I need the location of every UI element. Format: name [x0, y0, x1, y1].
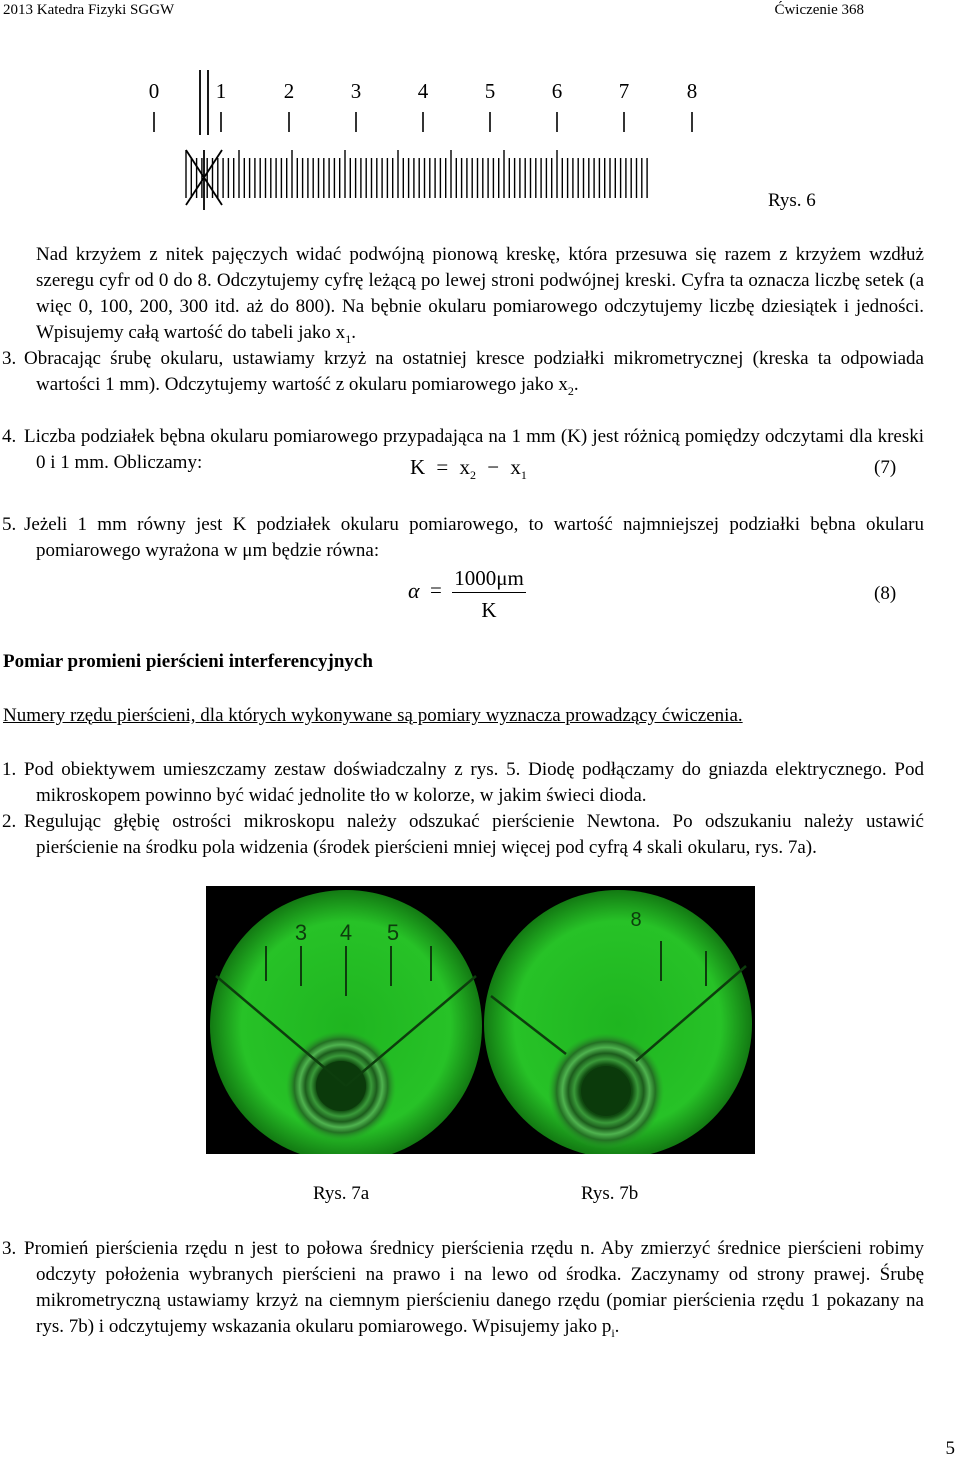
instructor-note: Numery rzędu pierścieni, dla których wykonywane są pomiary wyznacza prowadzący ćwiczenia.	[3, 705, 743, 726]
item-text: Obracając śrubę okularu, ustawiamy krzyż na ostatniej kresce podziałki mikrometrycznej (kreska ta odpowiada wartości 1 mm). Odczytujemy wartość z okularu pomiarowego jako x	[24, 348, 924, 395]
scale-digit: 3	[350, 79, 362, 103]
equation-7-label: (7)	[874, 457, 897, 478]
header-right: Ćwiczenie 368	[774, 2, 864, 18]
step-2	[2, 809, 924, 861]
item-number: 1.	[2, 759, 17, 780]
section-heading: Pomiar promieni pierścieni interferencyjnych	[3, 651, 373, 672]
scale-digit: 4	[417, 79, 429, 103]
step-1	[2, 757, 924, 809]
header-left: 2013 Katedra Fizyki SGGW	[3, 2, 175, 18]
item-text: Pod obiektywem umieszczamy zestaw doświadczalny z rys. 5. Diodę podłączamy do gniazda elektrycznego. Pod mikroskopem powinno być widać jednolite tło w kolorze, w jakim świeci dioda.	[24, 759, 924, 806]
rings-graphic	[206, 886, 755, 1154]
pi-subscript: i	[611, 1325, 615, 1340]
eq-x1: x	[510, 455, 521, 479]
page-number: 5	[945, 1438, 955, 1459]
item-text: Jeżeli 1 mm równy jest K podziałek okularu pomiarowego, to wartość najmniejszej podziałki bębna okularu pomiarowego wyrażona w μm będzie równa:	[24, 514, 924, 561]
eq-equals: =	[436, 455, 449, 479]
scale-digit: 6	[551, 79, 563, 103]
period: .	[351, 322, 356, 343]
item-number: 5.	[2, 514, 17, 535]
photo-digit-4: 4	[339, 920, 353, 945]
item-text: Regulując głębię ostrości mikroskopu należy odszukać pierścienie Newtona. Po odszukaniu należy ustawić pierścienie na środku pola widzenia (środek pierścieni mniej więcej pod cyfrą 4 skali okularu, rys. 7a).	[24, 811, 924, 858]
paragraph-scale-reading	[36, 242, 924, 352]
item-text: Promień pierścienia rzędu n jest to połowa średnicy pierścienia rzędu n. Aby zmierzyć średnice pierścieni robimy odczyty położenia wybranych pierścieni na prawo i na lewo od środka. Zaczynamy od strony prawej. Śrubę mikrometryczną ustawiamy krzyż na ciemnym pierścieniu danego rzędu (pomiar pierścienia rzędu 1 pokazany na rys. 7b) i odczytujemy wskazania okularu pomiarowego. Wpisujemy jako p	[24, 1238, 924, 1337]
photo-digit-5: 5	[386, 920, 400, 945]
eq-x1-sub: 1	[520, 468, 527, 483]
step-3	[2, 1236, 924, 1346]
item-3	[2, 346, 924, 404]
caption-7b: Rys. 7b	[581, 1183, 639, 1204]
caption-7a: Rys. 7a	[313, 1183, 370, 1204]
eq-x2-sub: 2	[470, 468, 477, 483]
eq-minus: −	[487, 455, 500, 479]
scale-caption: Rys. 6	[768, 190, 816, 211]
fraction-bar	[452, 592, 526, 593]
scale-digit: 8	[686, 79, 698, 103]
item-number: 4.	[2, 426, 17, 447]
scale-figure	[0, 0, 960, 220]
item-number: 2.	[2, 811, 17, 832]
scale-digit: 5	[484, 79, 496, 103]
scale-digit: 2	[283, 79, 295, 103]
photo-digit-8: 8	[630, 909, 642, 931]
item-number: 3.	[2, 348, 17, 369]
item-number: 3.	[2, 1238, 17, 1259]
scale-digit: 7	[618, 79, 630, 103]
period: .	[573, 374, 579, 395]
scale-digit: 0	[148, 79, 160, 103]
eq8-alpha: α	[408, 578, 420, 603]
eq8-numerator: 1000μm	[454, 566, 524, 590]
item-text: Liczba podziałek bębna okularu pomiarowego przypadająca na 1 mm (K) jest różnicą pomiędzy odczytami dla kreski 0 i 1 mm. Obliczamy:	[24, 426, 924, 473]
photo-digit-3: 3	[294, 920, 308, 945]
x1-subscript: 1	[345, 331, 352, 346]
x2-subscript: 2	[567, 383, 574, 398]
eq8-equals: =	[430, 578, 442, 602]
newton-rings-photo	[206, 886, 755, 1154]
scale-graphic	[0, 0, 960, 220]
period: .	[614, 1316, 620, 1337]
equation-7	[410, 455, 527, 483]
scale-digit: 1	[215, 79, 227, 103]
eq8-denominator: K	[481, 598, 497, 622]
eq-k: K	[410, 455, 426, 479]
item-5	[2, 512, 924, 564]
equation-8-label: (8)	[874, 583, 897, 604]
paragraph-text: Nad krzyżem z nitek pajęczych widać podwójną pionową kreskę, która przesuwa się razem z krzyżem wzdłuż szeregu cyfr od 0 do 8. Odczytujemy cyfrę leżącą po lewej stroni podwójnej kreski. Cyfra ta oznacza liczbę setek (a więc 0, 100, 200, 300 itd. aż do 800). Na bębnie okularu pomiarowego odczytujemy liczbę dziesiątek i jedności. Wpisujemy całą wartość do tabeli jako x	[36, 244, 924, 343]
eq-x2: x	[459, 455, 471, 479]
